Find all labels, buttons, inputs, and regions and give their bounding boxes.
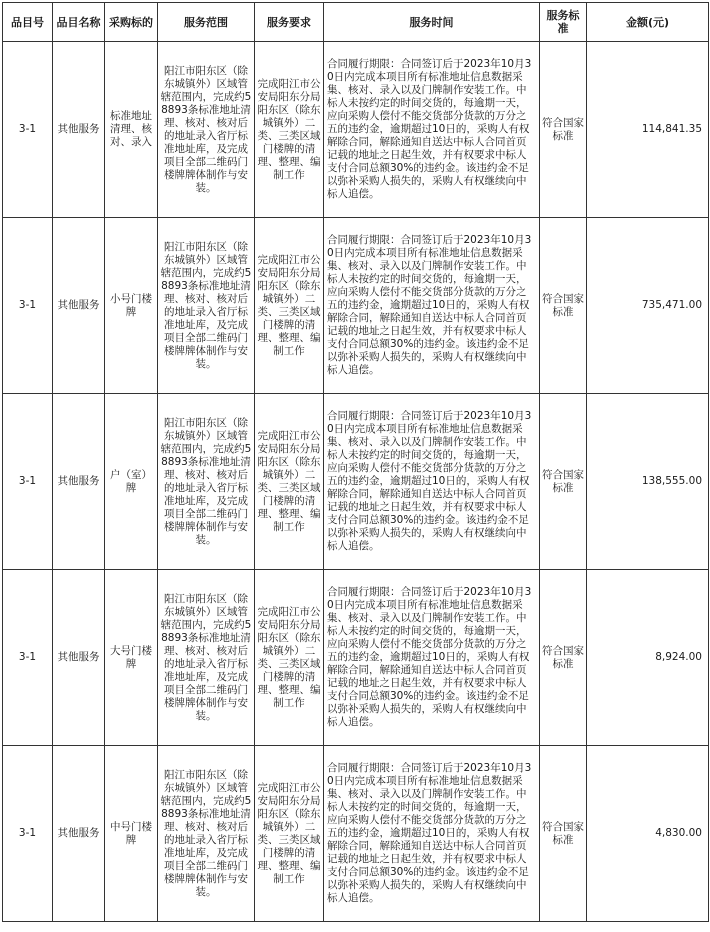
cell-item-no: 3-1: [3, 218, 53, 394]
cell-item-name: 其他服务: [53, 570, 105, 746]
header-item-name: 品目名称: [53, 3, 105, 42]
table-row: [3, 42, 709, 218]
cell-item-name: 其他服务: [53, 218, 105, 394]
cell-standard: 符合国家标准: [540, 746, 587, 922]
header-time: 服务时间: [324, 3, 540, 42]
cell-requirement: 完成阳江市公安局阳东分局阳东区（除东城镇外）二类、三类区域门楼牌的清理、整理、编制工作: [255, 394, 324, 570]
cell-requirement: 完成阳江市公安局阳东分局阳东区（除东城镇外）二类、三类区域门楼牌的清理、整理、编制工作: [255, 218, 324, 394]
cell-item-name: 其他服务: [53, 42, 105, 218]
cell-time: 合同履行期限：合同签订后于2023年10月30日内完成本项目所有标准地址信息数据采集、核对、录入以及门牌制作安装工作。中标人未按约定的时间交货的，每逾期一天，应向采购人偿付不能交货部分货款的万分之五的违约金，逾期超过10日的，采购人有权解除合同，解除通知自送达中标人合同首页记载的地址之日起生效，并有权要求中标人支付合同总额30%的违约金。该违约金不足以弥补采购人损失的，采购人有权继续向中标人追偿。: [324, 218, 540, 394]
cell-target: 大号门楼牌: [105, 570, 158, 746]
cell-item-no: 3-1: [3, 746, 53, 922]
cell-requirement: 完成阳江市公安局阳东分局阳东区（除东城镇外）二类、三类区域门楼牌的清理、整理、编制工作: [255, 746, 324, 922]
header-item-no: 品目号: [3, 3, 53, 42]
cell-amount: 8,924.00: [587, 570, 709, 746]
cell-item-name: 其他服务: [53, 746, 105, 922]
cell-item-no: 3-1: [3, 570, 53, 746]
table-row: [3, 394, 709, 570]
cell-target: 小号门楼牌: [105, 218, 158, 394]
cell-requirement: 完成阳江市公安局阳东分局阳东区（除东城镇外）二类、三类区域门楼牌的清理、整理、编制工作: [255, 570, 324, 746]
header-target: 采购标的: [105, 3, 158, 42]
cell-standard: 符合国家标准: [540, 394, 587, 570]
cell-item-no: 3-1: [3, 42, 53, 218]
cell-target: 标准地址清理、核对、录入: [105, 42, 158, 218]
header-row: [3, 3, 709, 42]
cell-item-name: 其他服务: [53, 394, 105, 570]
cell-requirement: 完成阳江市公安局阳东分局阳东区（除东城镇外）二类、三类区域门楼牌的清理、整理、编制工作: [255, 42, 324, 218]
cell-item-no: 3-1: [3, 394, 53, 570]
header-scope: 服务范围: [158, 3, 255, 42]
table-row: [3, 570, 709, 746]
cell-amount: 735,471.00: [587, 218, 709, 394]
cell-time: 合同履行期限：合同签订后于2023年10月30日内完成本项目所有标准地址信息数据采集、核对、录入以及门牌制作安装工作。中标人未按约定的时间交货的，每逾期一天，应向采购人偿付不能交货部分货款的万分之五的违约金，逾期超过10日的，采购人有权解除合同，解除通知自送达中标人合同首页记载的地址之日起生效，并有权要求中标人支付合同总额30%的违约金。该违约金不足以弥补采购人损失的，采购人有权继续向中标人追偿。: [324, 570, 540, 746]
cell-amount: 138,555.00: [587, 394, 709, 570]
table-row: [3, 746, 709, 922]
cell-scope: 阳江市阳东区（除东城镇外）区域管辖范围内，完成约58893条标准地址清理、核对、核对后的地址录入省厅标准地址库，及完成项目全部二维码门楼牌牌体制作与安装。: [158, 218, 255, 394]
cell-time: 合同履行期限：合同签订后于2023年10月30日内完成本项目所有标准地址信息数据采集、核对、录入以及门牌制作安装工作。中标人未按约定的时间交货的，每逾期一天，应向采购人偿付不能交货部分货款的万分之五的违约金，逾期超过10日的，采购人有权解除合同，解除通知自送达中标人合同首页记载的地址之日起生效，并有权要求中标人支付合同总额30%的违约金。该违约金不足以弥补采购人损失的，采购人有权继续向中标人追偿。: [324, 42, 540, 218]
header-requirement: 服务要求: [255, 3, 324, 42]
cell-amount: 4,830.00: [587, 746, 709, 922]
cell-scope: 阳江市阳东区（除东城镇外）区域管辖范围内，完成约58893条标准地址清理、核对、核对后的地址录入省厅标准地址库，及完成项目全部二维码门楼牌牌体制作与安装。: [158, 394, 255, 570]
cell-time: 合同履行期限：合同签订后于2023年10月30日内完成本项目所有标准地址信息数据采集、核对、录入以及门牌制作安装工作。中标人未按约定的时间交货的，每逾期一天，应向采购人偿付不能交货部分货款的万分之五的违约金，逾期超过10日的，采购人有权解除合同，解除通知自送达中标人合同首页记载的地址之日起生效，并有权要求中标人支付合同总额30%的违约金。该违约金不足以弥补采购人损失的，采购人有权继续向中标人追偿。: [324, 746, 540, 922]
cell-standard: 符合国家标准: [540, 218, 587, 394]
header-amount: 金额(元): [587, 3, 709, 42]
header-standard: 服务标准: [540, 3, 587, 42]
cell-scope: 阳江市阳东区（除东城镇外）区域管辖范围内，完成约58893条标准地址清理、核对、核对后的地址录入省厅标准地址库，及完成项目全部二维码门楼牌牌体制作与安装。: [158, 746, 255, 922]
cell-standard: 符合国家标准: [540, 570, 587, 746]
cell-target: 户（室）牌: [105, 394, 158, 570]
cell-scope: 阳江市阳东区（除东城镇外）区域管辖范围内，完成约58893条标准地址清理、核对、核对后的地址录入省厅标准地址库，及完成项目全部二维码门楼牌牌体制作与安装。: [158, 42, 255, 218]
cell-standard: 符合国家标准: [540, 42, 587, 218]
table-row: [3, 218, 709, 394]
procurement-table: [2, 2, 709, 922]
cell-amount: 114,841.35: [587, 42, 709, 218]
cell-scope: 阳江市阳东区（除东城镇外）区域管辖范围内，完成约58893条标准地址清理、核对、核对后的地址录入省厅标准地址库，及完成项目全部二维码门楼牌牌体制作与安装。: [158, 570, 255, 746]
cell-time: 合同履行期限：合同签订后于2023年10月30日内完成本项目所有标准地址信息数据采集、核对、录入以及门牌制作安装工作。中标人未按约定的时间交货的，每逾期一天，应向采购人偿付不能交货部分货款的万分之五的违约金，逾期超过10日的，采购人有权解除合同，解除通知自送达中标人合同首页记载的地址之日起生效，并有权要求中标人支付合同总额30%的违约金。该违约金不足以弥补采购人损失的，采购人有权继续向中标人追偿。: [324, 394, 540, 570]
cell-target: 中号门楼牌: [105, 746, 158, 922]
